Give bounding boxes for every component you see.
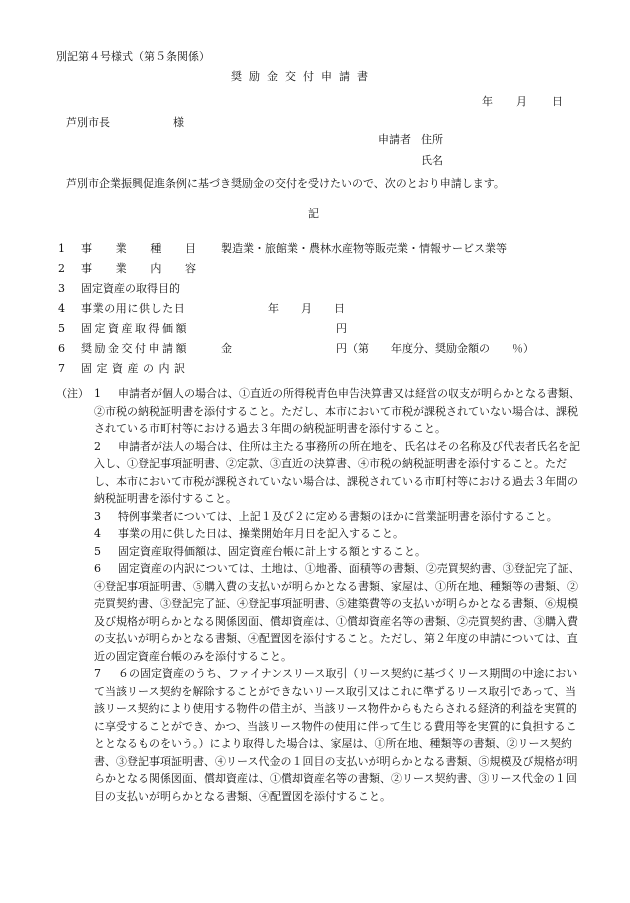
note-item: [56, 438, 586, 508]
item-number: 2: [58, 262, 65, 275]
applicant-label: 申請者: [378, 133, 411, 146]
item-number: 4: [58, 302, 65, 315]
item-prefix: 金: [221, 342, 232, 355]
note-text: 特例事業者については、上記１及び２に定める書類のほかに営業証明書を添付すること。: [118, 509, 558, 523]
item-value: 製造業・旅館業・農林水産物等販売業・情報サービス業等: [221, 242, 507, 255]
item-label: 奨励金交付申請額: [81, 342, 189, 355]
date-month-label: 月: [516, 95, 527, 108]
item-value: 円: [336, 322, 347, 335]
item-value: 円（第 年度分、奨励金額の ％）: [336, 342, 534, 355]
item-label: 事 業 種 目: [81, 242, 196, 255]
item-number: 3: [58, 282, 65, 295]
date-day-label: 日: [552, 95, 563, 108]
item-label: 事業の用に供した日: [81, 302, 186, 315]
page-title: 奨励金交付申請書: [231, 70, 375, 83]
note-number: 2: [94, 439, 101, 453]
record-heading: 記: [308, 207, 319, 220]
item-number: 1: [58, 242, 65, 255]
note-text: 固定資産取得価額は、固定資産台帳に計上する額とすること。: [118, 544, 426, 558]
item-label: 固定資産の内訳: [81, 362, 190, 375]
notes-section: [56, 385, 586, 805]
note-number: 6: [94, 562, 101, 575]
note-number: 7: [94, 667, 101, 680]
notes-tag: （注）: [56, 387, 89, 400]
note-text: 事業の用に供した日は、操業開始年月日を記入すること。: [118, 527, 404, 540]
note-number: 4: [94, 527, 101, 540]
note-item: [56, 385, 586, 438]
note-text: ６の固定資産のうち、ファイナンスリース取引（リース契約に基づくリース期間の中途において当該リース契約を解除することができないリース取引又はこれに準ずるリース取引であって、当該リース契約により使用する物件の借主が、当該リース物件からもたらされる経済的利益を実質的に享受することができ、かつ、当該リース物件の使用に伴って生じる費用等を実質的に負担することとなるものをいう。）により取得した場合は、家屋は、①所在地、種類等の書類、②リース契約書、③登記事項証明書、④リース代金の１回目の支払いが明らかとなる書類、⑤規模及び規格が明らかとなる関係図面、償却資産は、①償却資産名等の書類、②リース契約書、③リース代金の１回目の支払いが明らかとなる書類、④配置図を添付すること。: [94, 667, 578, 803]
item-value: 年 月 日: [268, 302, 345, 315]
addressee-name: 芦別市長: [66, 116, 110, 129]
item-number: 7: [58, 362, 65, 375]
item-number: 6: [58, 342, 65, 355]
item-label: 固定資産の取得目的: [81, 282, 180, 295]
item-label: 固定資産取得価額: [81, 322, 189, 335]
intro-text: 芦別市企業振興促進条例に基づき奨励金の交付を受けたいので、次のとおり申請します。: [66, 177, 505, 190]
note-item: [56, 508, 586, 526]
note-item: [56, 543, 586, 561]
addressee-honorific: 様: [173, 116, 184, 129]
note-text: 申請者が法人の場合は、住所は主たる事務所の所在地を、氏名はその名称及び代表者氏名を記入し、①登記事項証明書、②定款、③直近の決算書、④市税の納税証明書を添付すること。ただし、本市において市税が課税されていない場合は、課税されている市町村等における過去３年間の納税証明書を添付すること。: [94, 439, 580, 505]
date-year-label: 年: [482, 95, 493, 108]
item-label: 事 業 内 容: [81, 262, 196, 275]
note-number: 5: [94, 544, 101, 558]
applicant-address-label: 住所: [421, 133, 443, 146]
form-header: 別記第４号様式（第５条関係）: [56, 50, 210, 63]
note-item: [56, 525, 586, 543]
note-number: 3: [94, 509, 101, 523]
note-item: [56, 665, 586, 805]
item-number: 5: [58, 322, 65, 335]
note-text: 申請者が個人の場合は、①直近の所得税青色申告決算書又は経営の収支が明らかとなる書類、②市税の納税証明書を添付すること。ただし、本市において市税が課税されていない場合は、課税されている市町村等における過去３年間の納税証明書を添付すること。: [94, 387, 580, 435]
note-item: [56, 560, 586, 665]
applicant-name-label: 氏名: [421, 154, 443, 167]
note-text: 固定資産の内訳については、土地は、①地番、面積等の書類、②売買契約書、③登記完了証、④登記事項証明書、⑤購入費の支払いが明らかとなる書類、家屋は、①所在地、種類等の書類、②売買契約書、③登記完了証、④登記事項証明書、⑤建築費等の支払いが明らかとなる書類、⑥規模及び規格が明らかとなる関係図面、償却資産は、①償却資産名等の書類、②売買契約書、③購入費の支払いが明らかとなる書類、④配置図を添付すること。ただし、第２年度の申請については、直近の固定資産台帳のみを添付すること。: [94, 562, 580, 663]
note-number: 1: [94, 387, 101, 400]
